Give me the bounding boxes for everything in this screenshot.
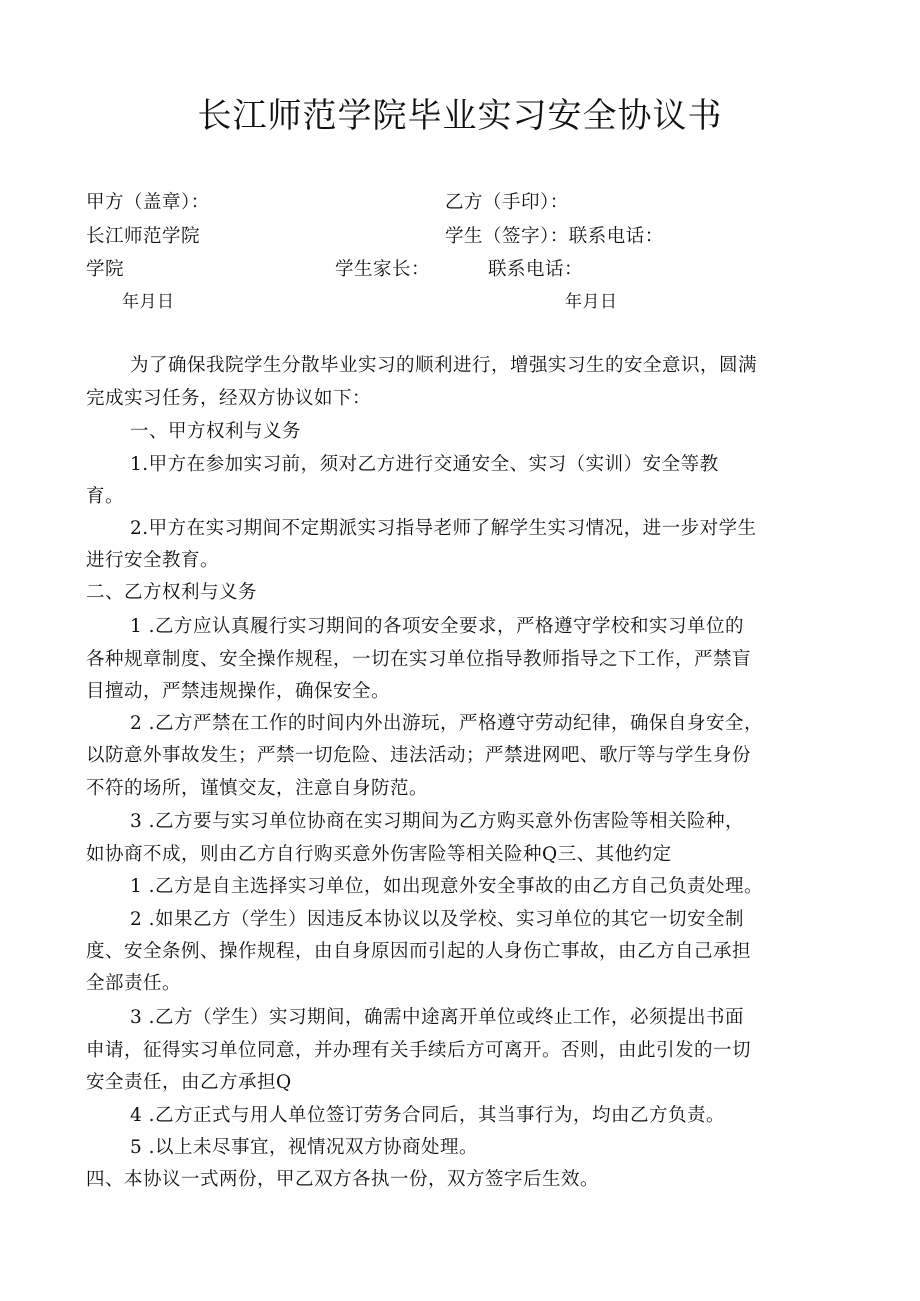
- section-heading: 四、本协议一式两份，甲乙双方各执一份，双方签字后生效。: [86, 1169, 600, 1190]
- clause-line: 3 .乙方要与实习单位协商在实习期间为乙方购买意外伤害险等相关险种，: [130, 811, 745, 832]
- clause-line: 如协商不成，则由乙方自行购买意外伤害险等相关险种Q三、其他约定: [86, 844, 672, 865]
- intro-line: 为了确保我院学生分散毕业实习的顺利进行，增强实习生的安全意识，圆满: [130, 355, 758, 376]
- clause-line: 1 .乙方应认真履行实习期间的各项安全要求，严格遵守学校和实习单位的: [130, 616, 745, 637]
- clause-line: 4 .乙方正式与用人单位签订劳务合同后，其当事行为，均由乙方负责。: [130, 1105, 726, 1126]
- date-party-b: 年月日: [565, 292, 618, 312]
- clause-line: 育。: [86, 486, 125, 507]
- party-b-label: 乙方（手印）：: [445, 192, 569, 213]
- intro-line: 完成实习任务，经双方协议如下：: [86, 388, 372, 409]
- section-heading: 一、甲方权利与义务: [130, 421, 302, 442]
- clause-line: 目擅动，严禁违规操作，确保安全。: [86, 681, 391, 702]
- clause-line: 不符的场所，谨慎交友，注意自身防范。: [86, 778, 429, 799]
- clause-line: 以防意外事故发生；严禁一切危险、违法活动；严禁进网吧、歌厅等与学生身份: [86, 745, 752, 766]
- parent-phone-label: 联系电话：: [488, 259, 584, 280]
- clause-line: 2 .乙方严禁在工作的时间内外出游玩，严格遵守劳动纪律，确保自身安全，: [130, 713, 764, 734]
- clause-line: 申请，征得实习单位同意，并办理有关手续后方可离开。否则，由此引发的一切: [86, 1040, 752, 1061]
- college-label: 学院: [86, 259, 125, 280]
- parent-label: 学生家长：: [335, 259, 431, 280]
- section-heading: 二、乙方权利与义务: [86, 582, 258, 603]
- clause-line: 1.甲方在参加实习前，须对乙方进行交通安全、实习（实训）安全等教: [130, 454, 719, 475]
- clause-line: 度、安全条例、操作规程，由自身原因而引起的人身伤亡事故，由乙方自己承担: [86, 941, 752, 962]
- clause-line: 5 .以上未尽事宜，视情况双方协商处理。: [130, 1137, 479, 1158]
- clause-line: 2.甲方在实习期间不定期派实习指导老师了解学生实习情况，进一步对学生: [130, 518, 757, 539]
- clause-line: 各种规章制度、安全操作规程，一切在实习单位指导教师指导之下工作，严禁盲: [86, 649, 752, 670]
- date-party-a: 年月日: [122, 292, 175, 312]
- clause-line: 1 .乙方是自主选择实习单位，如出现意外安全事故的由乙方自己负责处理。: [130, 876, 764, 897]
- clause-line: 进行安全教育。: [86, 550, 220, 571]
- clause-line: 全部责任。: [86, 973, 182, 994]
- party-a-label: 甲方（盖章）：: [86, 192, 210, 213]
- student-signature-line: 学生（签字）：联系电话：: [445, 226, 664, 247]
- document-title: 长江师范学院毕业实习安全协议书: [197, 96, 723, 136]
- clause-line: 安全责任，由乙方承担Q: [86, 1072, 292, 1093]
- clause-line: 2 .如果乙方（学生）因违反本协议以及学校、实习单位的其它一切安全制: [130, 909, 745, 930]
- clause-line: 3 .乙方（学生）实习期间，确需中途离开单位或终止工作，必须提出书面: [130, 1007, 745, 1028]
- party-a-name: 长江师范学院: [86, 226, 201, 247]
